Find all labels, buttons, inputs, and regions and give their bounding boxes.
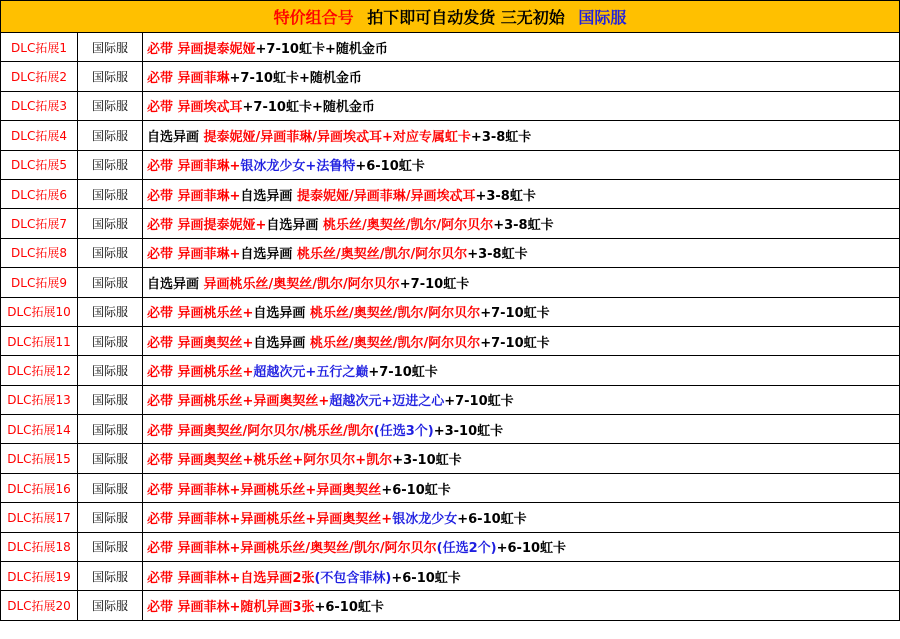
description-segment: 异画桃乐丝/奥契丝/凯尔/阿尔贝尔 — [203, 276, 400, 292]
table-row — [1, 532, 900, 561]
description-segment: 自选异画 — [240, 247, 297, 263]
description-segment: 必带 异画菲林+异画桃乐丝+异画奥契丝 — [147, 482, 382, 498]
dlc-label: DLC拓展20 — [1, 591, 78, 620]
description-segment: +7-10虹卡 — [399, 276, 470, 292]
description-segment: 必带 异画奥契丝+ — [147, 335, 254, 351]
description-segment: 自选异画 — [147, 276, 204, 292]
bundle-description — [143, 62, 900, 91]
dlc-label: DLC拓展11 — [1, 326, 78, 355]
bundle-description — [143, 444, 900, 473]
header-title: 特价组合号 — [273, 8, 354, 27]
dlc-label: DLC拓展6 — [1, 179, 78, 208]
server-label: 国际服 — [78, 356, 143, 385]
description-segment: 桃乐丝/奥契丝/凯尔/阿尔贝尔 — [309, 306, 481, 322]
server-label: 国际服 — [78, 444, 143, 473]
server-label: 国际服 — [78, 179, 143, 208]
description-segment: +6-10虹卡 — [457, 511, 527, 527]
table-row — [1, 209, 900, 238]
description-segment: +6-10虹卡 — [496, 541, 567, 557]
header-row — [1, 1, 900, 33]
description-segment: 必带 异画奥契丝+桃乐丝+阿尔贝尔+凯尔 — [147, 453, 393, 469]
dlc-label: DLC拓展14 — [1, 415, 78, 444]
bundle-description — [143, 179, 900, 208]
description-segment: 必带 异画菲林+异画桃乐丝+异画奥契丝+ — [147, 511, 393, 527]
dlc-label: DLC拓展8 — [1, 238, 78, 267]
description-segment: 自选异画 — [253, 335, 310, 351]
description-segment: 超越次元+五行之巅 — [253, 364, 369, 380]
table-row — [1, 562, 900, 591]
header-banner — [1, 1, 900, 33]
server-label: 国际服 — [78, 268, 143, 297]
dlc-label: DLC拓展13 — [1, 385, 78, 414]
description-segment: 银冰龙少女+法鲁特 — [240, 159, 356, 175]
table-row — [1, 268, 900, 297]
bundle-description — [143, 297, 900, 326]
dlc-label: DLC拓展2 — [1, 62, 78, 91]
server-label: 国际服 — [78, 562, 143, 591]
table-row — [1, 297, 900, 326]
server-label: 国际服 — [78, 473, 143, 502]
bundle-description — [143, 150, 900, 179]
server-label: 国际服 — [78, 91, 143, 120]
dlc-label: DLC拓展9 — [1, 268, 78, 297]
description-segment: 必带 异画菲林+随机异画3张 — [147, 600, 315, 616]
header-subtitle: 拍下即可自动发货 三无初始 — [367, 8, 565, 27]
description-segment: 桃乐丝/奥契丝/凯尔/阿尔贝尔 — [296, 247, 468, 263]
description-segment: (任选3个) — [373, 423, 434, 439]
bundle-description — [143, 121, 900, 150]
server-label: 国际服 — [78, 415, 143, 444]
description-segment: (不包含菲林) — [314, 570, 392, 586]
description-segment: +6-10虹卡 — [391, 570, 461, 586]
description-segment: +3-10虹卡 — [433, 423, 504, 439]
description-segment: 桃乐丝/奥契丝/凯尔/阿尔贝尔 — [322, 218, 494, 234]
description-segment: 提泰妮娅/异画菲琳/异画埃忒耳 — [296, 188, 476, 204]
table-row — [1, 356, 900, 385]
description-segment: +3-10虹卡 — [392, 453, 462, 469]
bundle-description — [143, 385, 900, 414]
dlc-label: DLC拓展7 — [1, 209, 78, 238]
description-segment: 必带 异画菲琳+ — [147, 188, 241, 204]
description-segment: 必带 异画提泰妮娅+ — [147, 218, 267, 234]
description-segment: +6-10虹卡 — [381, 482, 451, 498]
dlc-label: DLC拓展4 — [1, 121, 78, 150]
description-segment: 自选异画 — [147, 129, 204, 145]
bundle-description — [143, 591, 900, 620]
description-segment: +3-8虹卡 — [467, 247, 528, 263]
table-row — [1, 591, 900, 620]
table-row — [1, 150, 900, 179]
table-body — [1, 1, 900, 621]
server-label: 国际服 — [78, 591, 143, 620]
dlc-label: DLC拓展10 — [1, 297, 78, 326]
description-segment: 必带 异画提泰妮娅 — [147, 41, 256, 57]
server-label: 国际服 — [78, 297, 143, 326]
description-segment: 必带 异画埃忒耳 — [147, 100, 243, 116]
description-segment: +3-8虹卡 — [475, 188, 536, 204]
bundle-description — [143, 91, 900, 120]
description-segment: +7-10虹卡+随机金币 — [255, 41, 388, 57]
description-segment: +3-8虹卡 — [493, 218, 554, 234]
server-label: 国际服 — [78, 62, 143, 91]
description-segment: 必带 异画菲琳+ — [147, 159, 241, 175]
server-label: 国际服 — [78, 238, 143, 267]
table-row — [1, 33, 900, 62]
table-row — [1, 121, 900, 150]
dlc-label: DLC拓展15 — [1, 444, 78, 473]
bundle-description — [143, 268, 900, 297]
table-row — [1, 503, 900, 532]
server-label: 国际服 — [78, 33, 143, 62]
description-segment: +6-10虹卡 — [355, 159, 425, 175]
table-row — [1, 326, 900, 355]
server-label: 国际服 — [78, 209, 143, 238]
dlc-label: DLC拓展18 — [1, 532, 78, 561]
bundle-description — [143, 415, 900, 444]
server-label: 国际服 — [78, 385, 143, 414]
bundle-description — [143, 473, 900, 502]
bundle-description — [143, 238, 900, 267]
description-segment: (任选2个) — [436, 541, 497, 557]
description-segment: +6-10虹卡 — [314, 600, 384, 616]
bundle-description — [143, 562, 900, 591]
server-label: 国际服 — [78, 503, 143, 532]
description-segment: +7-10虹卡+随机金币 — [242, 100, 375, 116]
dlc-label: DLC拓展5 — [1, 150, 78, 179]
server-label: 国际服 — [78, 326, 143, 355]
description-segment: 必带 异画菲林+自选异画2张 — [147, 570, 315, 586]
description-segment: 必带 异画桃乐丝+异画奥契丝+ — [147, 394, 330, 410]
dlc-label: DLC拓展17 — [1, 503, 78, 532]
dlc-label: DLC拓展16 — [1, 473, 78, 502]
bundle-description — [143, 356, 900, 385]
description-segment: 必带 异画奥契丝/阿尔贝尔/桃乐丝/凯尔 — [147, 423, 374, 439]
table-row — [1, 385, 900, 414]
description-segment: 必带 异画桃乐丝+ — [147, 364, 254, 380]
description-segment: 提泰妮娅/异画菲琳/异画埃忒耳+对应专属虹卡 — [203, 129, 471, 145]
table-row — [1, 62, 900, 91]
description-segment: 自选异画 — [253, 306, 310, 322]
description-segment: 自选异画 — [266, 218, 323, 234]
bundle-description — [143, 326, 900, 355]
description-segment: +7-10虹卡 — [480, 306, 550, 322]
table-row — [1, 179, 900, 208]
header-server: 国际服 — [578, 8, 627, 27]
description-segment: 自选异画 — [240, 188, 297, 204]
table-row — [1, 91, 900, 120]
description-segment: +3-8虹卡 — [470, 129, 532, 145]
description-segment: +7-10虹卡 — [368, 364, 438, 380]
table-row — [1, 473, 900, 502]
table-row — [1, 444, 900, 473]
table-row — [1, 415, 900, 444]
bundle-description — [143, 503, 900, 532]
bundle-description — [143, 532, 900, 561]
server-label: 国际服 — [78, 532, 143, 561]
description-segment: +7-10虹卡+随机金币 — [229, 71, 362, 87]
dlc-label: DLC拓展12 — [1, 356, 78, 385]
description-segment: 必带 异画菲琳+ — [147, 247, 241, 263]
description-segment: 桃乐丝/奥契丝/凯尔/阿尔贝尔 — [309, 335, 481, 351]
description-segment: 必带 异画菲林+异画桃乐丝/奥契丝/凯尔/阿尔贝尔 — [147, 541, 437, 557]
bundle-description — [143, 209, 900, 238]
description-segment: 超越次元+迈进之心 — [329, 394, 445, 410]
bundle-description — [143, 33, 900, 62]
description-segment: +7-10虹卡 — [480, 335, 550, 351]
description-segment: +7-10虹卡 — [444, 394, 514, 410]
dlc-label: DLC拓展3 — [1, 91, 78, 120]
table-row — [1, 238, 900, 267]
server-label: 国际服 — [78, 121, 143, 150]
description-segment: 银冰龙少女 — [392, 511, 458, 527]
description-segment: 必带 异画桃乐丝+ — [147, 306, 254, 322]
dlc-label: DLC拓展19 — [1, 562, 78, 591]
dlc-label: DLC拓展1 — [1, 33, 78, 62]
server-label: 国际服 — [78, 150, 143, 179]
description-segment: 必带 异画菲琳 — [147, 71, 230, 87]
